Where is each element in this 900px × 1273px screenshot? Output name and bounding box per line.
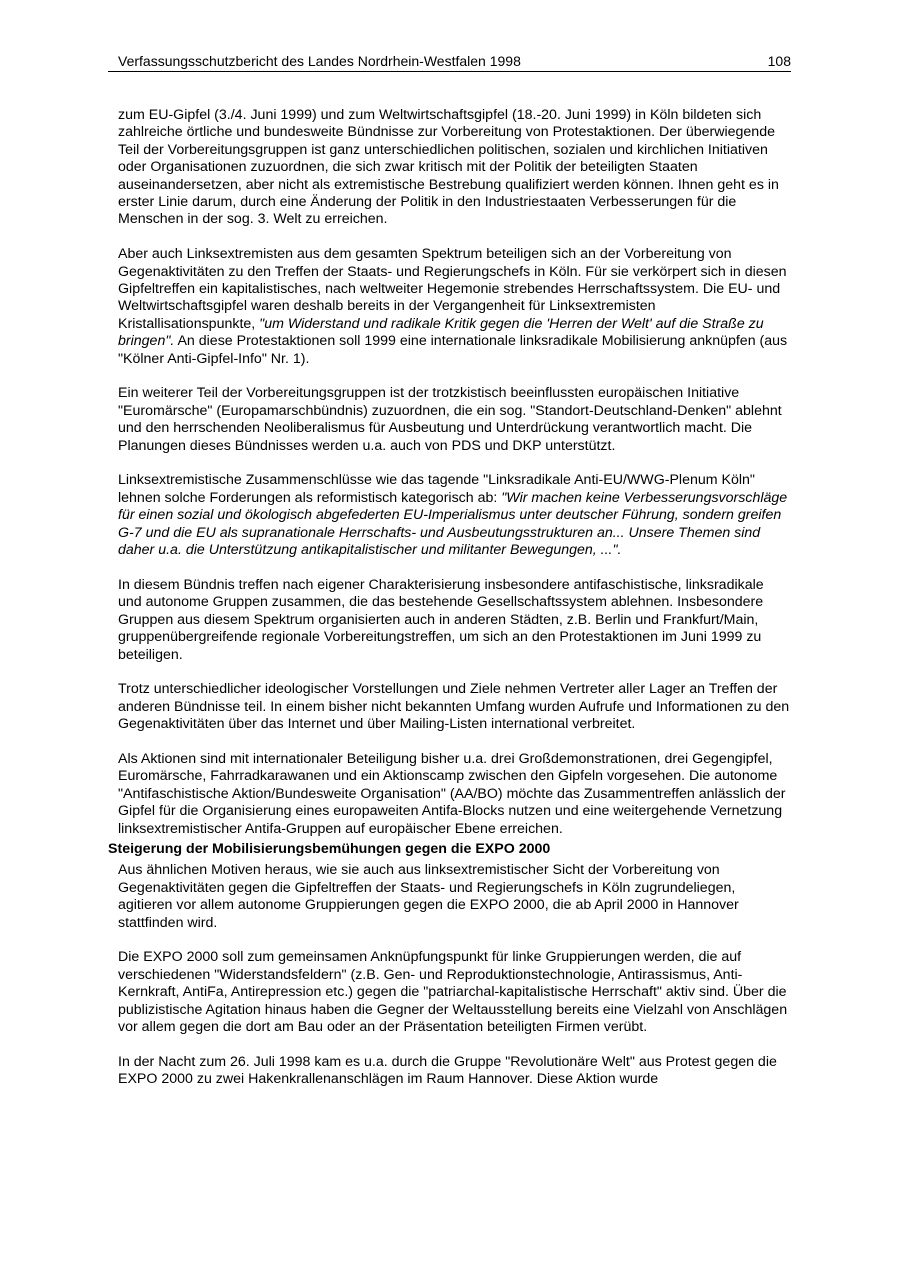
paragraph: In der Nacht zum 26. Juli 1998 kam es u.a. durch die Gruppe "Revolutionäre Welt" aus Protest gegen die EXPO 2000 zu zwei Hakenkrallenanschlägen im Raum Hannover. Diese Aktion wurde (118, 1053, 777, 1088)
paragraph-text: Linksextremistische Zusammenschlüsse wie das tagende "Linksradikale Anti-EU/WWG-Plenum Köln" lehnen solche Forderungen als reformistisch kategorisch ab: (118, 472, 755, 506)
paragraph-text: Aber auch Linksextremisten aus dem gesamten Spektrum beteiligen sich an der Vorbereitung von Gegenaktivitäten zu den Treffen der Staats- und Regierungschefs in Köln. Für sie verkörpert sich in diesen Gipfeltreffen ein kapitalistisches, nach weltweiter Hegemonie strebendes Herrschaftssystem. Die EU- und Weltwirtschaftsgipfel waren deshalb bereits in der Vergangenheit für Linksextremisten Kristallisationspunkte, (118, 246, 787, 332)
quotation: "Wir machen keine Verbesserungsvorschläge für einen sozial und ökologisch abgefederten EU-Imperialismus unter deutscher Führung, sondern greifen G-7 und die EU als supranationale Herrschafts- und Ausbeutungsstrukturen an... Unsere Themen sind daher u.a. die Unterstützung antikapitalistischer und militanter Bewegungen, ...". (118, 489, 788, 559)
paragraph: In diesem Bündnis treffen nach eigener Charakterisierung insbesondere antifaschistische, linksradikale und autonome Gruppen zusammen, die das bestehende Gesellschaftssystem ablehnen. Insbesondere Gruppen aus diesem Spektrum organisierten auch in anderen Städten, z.B. Berlin und Frankfurt/Main, gruppenübergreifende regionale Vorbereitungstreffen, um sich an den Protestaktionen im Juni 1999 zu beteiligen. (118, 576, 764, 663)
body-text (108, 107, 790, 1106)
paragraph: Ein weiterer Teil der Vorbereitungsgruppen ist der trotzkistisch beeinflussten europäischen Initiative "Euromärsche" (Europamarschbündnis) zuzuordnen, die ein sog. "Standort-Deutschland-Denken" ablehnt und den herrschenden Neoliberalismus für Ausbeutung und Unterdrückung verantwortlich macht. Die Planungen dieses Bündnisses werden u.a. auch von PDS und DKP unterstützt. (118, 385, 782, 454)
running-title: Verfassungsschutzbericht des Landes Nordrhein-Westfalen 1998 (118, 53, 521, 69)
page-number: 108 (767, 53, 791, 69)
paragraph: Die EXPO 2000 soll zum gemeinsamen Anknüpfungspunkt für linke Gruppierungen werden, die auf verschiedenen "Widerstandsfeldern" (z.B. Gen- und Reproduktionstechnologie, Antirassismus, Anti-Kernkraft, AntiFa, Antirepression etc.) gegen die "patriarchal-kapitalistische Herrschaft" aktiv sind. Über die publizistische Agitation hinaus haben die Gegner der Weltausstellung bereits eine Vielzahl von Anschlägen vor allem gegen die dort am Bau oder an der Präsentation beteiligten Firmen verübt. (118, 949, 788, 1036)
quotation: "um Widerstand und radikale Kritik gegen die 'Herren der Welt' auf die Straße zu bringen". (118, 315, 764, 350)
paragraph: Aus ähnlichen Motiven heraus, wie sie auch aus linksextremistischer Sicht der Vorbereitung von Gegenaktivitäten gegen die Gipfeltreffen der Staats- und Regierungschefs in Köln zugrundeliegen, agitieren vor allem autonome Gruppierungen gegen die EXPO 2000, die ab April 2000 in Hannover stattfinden wird. (118, 862, 739, 931)
paragraph-text: An diese Protestaktionen soll 1999 eine internationale linksradikale Mobilisierung anknüpfen (aus "Kölner Anti-Gipfel-Info" Nr. 1). (118, 333, 788, 367)
paragraph (118, 246, 790, 368)
section-heading: Steigerung der Mobilisierungsbemühungen gegen die EXPO 2000 (108, 840, 551, 857)
page-header (108, 52, 791, 72)
paragraph: zum EU-Gipfel (3./4. Juni 1999) und zum Weltwirtschaftsgipfel (18.-20. Juni 1999) in Köln bildeten sich zahlreiche örtliche und bundesweite Bündnisse zur Vorbereitung von Protestaktionen. Der überwiegende Teil der Vorbereitungsgruppen ist ganz unterschiedlichen politischen, sozialen und kirchlichen Initiativen oder Organisationen zuzuordnen, die sich zwar kritisch mit der Politik der beteiligten Staaten auseinandersetzen, aber nicht als extremistische Bestrebung qualifiziert werden können. Ihnen geht es in erster Linie darum, durch eine Änderung der Politik in den Industriestaaten Verbesserungen für die Menschen in der sog. 3. Welt zu erreichen. (118, 107, 779, 228)
paragraph: Trotz unterschiedlicher ideologischer Vorstellungen und Ziele nehmen Vertreter aller Lager an Treffen der anderen Bündnisse teil. In einem bisher nicht bekannten Umfang wurden Aufrufe und Informationen zu den Gegenaktivitäten über das Internet und über Mailing-Listen international verbreitet. (118, 681, 790, 733)
paragraph (118, 472, 790, 559)
paragraph: Als Aktionen sind mit internationaler Beteiligung bisher u.a. drei Großdemonstrationen, drei Gegengipfel, Euromärsche, Fahrradkarawanen und ein Aktionscamp zwischen den Gipfeln vorgesehen. Die autonome "Antifaschistische Aktion/Bundesweite Organisation" (AA/BO) möchte das Zusammentreffen anlässlich der Gipfel für die Organisierung eines europaweiten Antifa-Blocks nutzen und eine weitergehende Vernetzung linksextremistischer Antifa-Gruppen auf europäischer Ebene erreichen. (118, 750, 786, 837)
